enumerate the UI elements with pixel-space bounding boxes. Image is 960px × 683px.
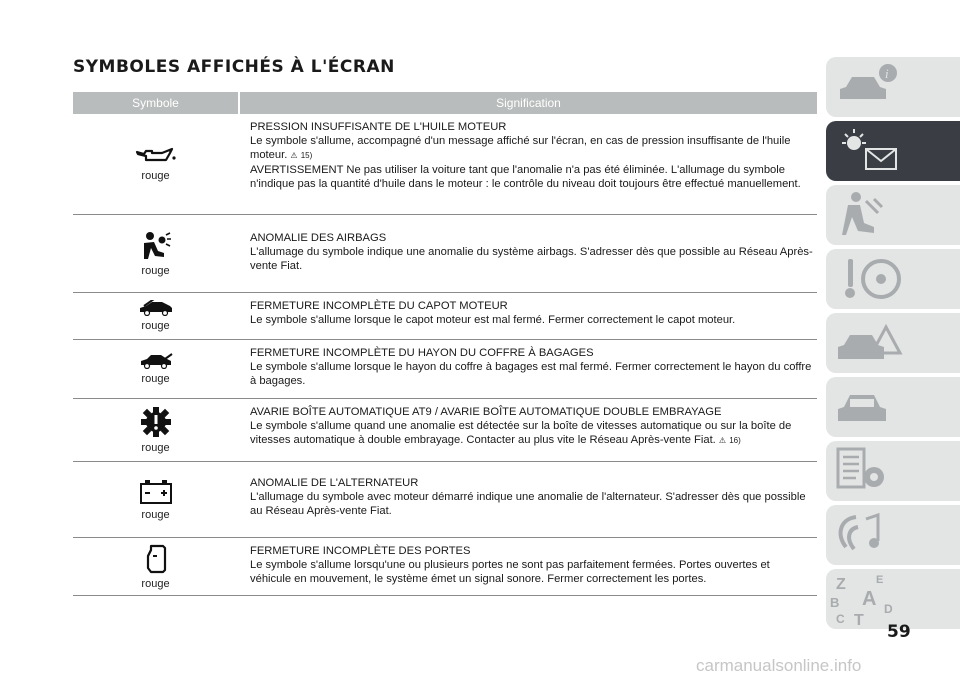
index-letter: E [876, 574, 884, 586]
row-body: Le symbole s'allume quand une anomalie est détectée sur la boîte de vitesses automatique ou sur la boîte de vitesses automatique à double embrayage. Contacter au plus vite le Réseau Après-vente Fiat. [250, 420, 792, 446]
multimedia-icon [826, 505, 960, 565]
specs-gear-icon [826, 441, 960, 501]
color-label: rouge [141, 320, 170, 332]
header-symbol: Symbole [132, 96, 179, 110]
battery-icon [139, 479, 173, 505]
caution-icon: ⚠ [290, 151, 298, 160]
color-label: rouge [141, 170, 170, 182]
row-heading: FERMETURE INCOMPLÈTE DES PORTES [250, 545, 471, 557]
car-breakdown-icon [826, 313, 960, 373]
index-letters-icon [826, 569, 960, 629]
tab-safety[interactable] [826, 185, 960, 245]
table-row [73, 538, 817, 596]
color-label: rouge [141, 577, 170, 590]
car-service-icon [826, 377, 960, 437]
table-row [73, 114, 817, 215]
ref-number: 16) [729, 436, 741, 445]
index-letter: B [830, 595, 840, 610]
row-heading: FERMETURE INCOMPLÈTE DU HAYON DU COFFRE À BAGAGES [250, 347, 594, 359]
row-heading: AVARIE BOÎTE AUTOMATIQUE AT9 / AVARIE BOÎTE AUTOMATIQUE DOUBLE EMBRAYAGE [250, 406, 722, 418]
color-label: rouge [141, 508, 170, 521]
caution-icon: ⚠ [718, 436, 727, 445]
row-body: Le symbole s'allume lorsque le capot moteur est mal fermé. Fermer correctement le capot moteur. [250, 314, 736, 326]
tab-car-info[interactable] [826, 57, 960, 117]
car-bonnet-icon [138, 300, 174, 316]
tab-maintenance[interactable] [826, 377, 960, 437]
row-heading: ANOMALIE DES AIRBAGS [250, 232, 387, 244]
row-body: Le symbole s'allume lorsque le hayon du coffre à bagages est mal fermé. Fermer correctement le hayon du coffre à bagages. [250, 361, 812, 387]
index-letter: C [836, 612, 845, 626]
car-info-icon [826, 57, 960, 117]
warning-light-message-icon [826, 121, 960, 181]
svg-text:i: i [885, 66, 889, 81]
car-trunk-icon [139, 353, 173, 369]
table-row [73, 293, 817, 340]
table-row [73, 340, 817, 399]
index-letter: A [862, 588, 877, 610]
row-heading: FERMETURE INCOMPLÈTE DU CAPOT MOTEUR [250, 300, 508, 312]
tab-specifications[interactable] [826, 441, 960, 501]
oil-can-icon [134, 146, 178, 166]
watermark: carmanualsonline.info [696, 656, 862, 675]
color-label: rouge [141, 373, 170, 385]
table-row [73, 462, 817, 538]
gear-warning-icon [140, 406, 172, 438]
tab-multimedia[interactable] [826, 505, 960, 565]
color-label: rouge [141, 264, 170, 277]
row-body: Le symbole s'allume, accompagné d'un message affiché sur l'écran, en cas de pression insuffisante de l'huile moteur. [250, 135, 791, 161]
color-label: rouge [141, 442, 170, 454]
page-number: 59 [887, 622, 911, 642]
index-letter: Z [836, 576, 846, 593]
row-heading: ANOMALIE DE L'ALTERNATEUR [250, 477, 419, 489]
header-meaning: Signification [238, 92, 817, 114]
row-body: L'allumage du symbole avec moteur démarré indique une anomalie de l'alternateur. S'adresser dès que possible au Réseau Après-vente Fiat. [250, 491, 806, 517]
ref-number: 15) [300, 151, 313, 160]
tab-warning-lights[interactable] [826, 121, 960, 181]
key-steering-icon [826, 249, 960, 309]
tab-starting[interactable] [826, 249, 960, 309]
symbols-table [73, 92, 817, 596]
index-letter: D [884, 602, 893, 616]
row-body-extra: AVERTISSEMENT Ne pas utiliser la voiture tant que l'anomalie n'a pas été éliminée. L'allumage du symbole n'indique pas la quantité d'huile dans le moteur : le contrôle du niveau doit toujours être effectué manuellement. [250, 164, 801, 190]
index-letter: T [854, 612, 864, 629]
row-heading: PRESSION INSUFFISANTE DE L'HUILE MOTEUR [250, 121, 507, 133]
table-row [73, 399, 817, 462]
tab-index[interactable] [826, 569, 960, 629]
door-open-icon [145, 544, 167, 574]
seat-safety-icon [826, 185, 960, 245]
table-row [73, 215, 817, 293]
row-body: L'allumage du symbole indique une anomalie du système airbags. S'adresser dès que possible au Réseau Après-vente Fiat. [250, 246, 813, 272]
table-header [73, 92, 817, 114]
row-body: Le symbole s'allume lorsqu'une ou plusieurs portes ne sont pas parfaitement fermées. Portes ouvertes et véhicule en mouvement, le système émet un signal sonore. Fermer correctement les portes. [250, 559, 770, 585]
tab-emergency[interactable] [826, 313, 960, 373]
airbag-icon [140, 231, 172, 261]
page-title: SYMBOLES AFFICHÉS À L'ÉCRAN [73, 57, 395, 77]
